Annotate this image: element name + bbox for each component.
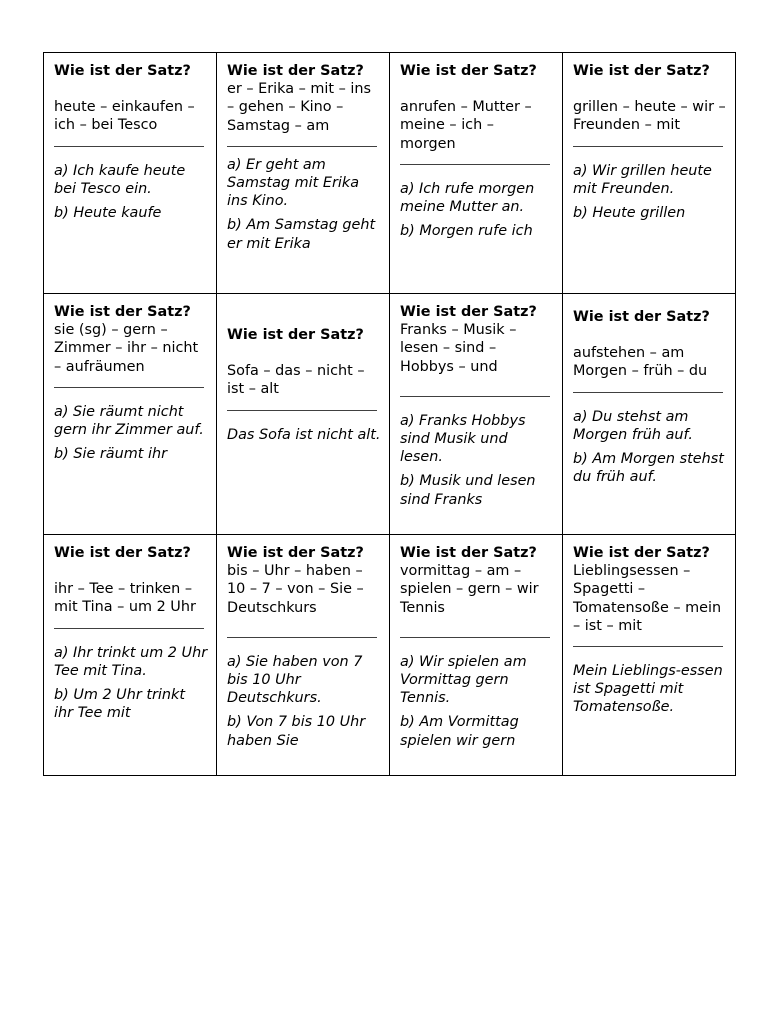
- card-answer: Mein Lieblings-essen ist Spagetti mit Tomatensoße.: [573, 663, 723, 716]
- answer-divider: [400, 164, 550, 165]
- card-answer: a) Ich kaufe heute bei Tesco ein.: [54, 162, 186, 197]
- answer-divider: [573, 392, 723, 393]
- answer-divider: [573, 646, 723, 647]
- card-answer: a) Er geht am Samstag mit Erika ins Kino.: [227, 156, 360, 210]
- card: [563, 535, 735, 768]
- card-words: sie (sg) – gern – Zimmer – ihr – nicht – aufräumen: [54, 322, 199, 375]
- card-answer: a) Franks Hobbys sind Musik und lesen.: [400, 412, 526, 466]
- card-words: Lieblingsessen – Spagetti – Tomatensoße – mein – ist – mit: [573, 563, 722, 634]
- card-answer: b) Am Vormittag spielen wir gern: [400, 714, 519, 749]
- answer-divider: [400, 396, 550, 397]
- card-words: er – Erika – mit – ins – gehen – Kino – Samstag – am: [227, 81, 371, 134]
- answer-divider: [54, 387, 204, 388]
- card-cell: [390, 535, 563, 776]
- card: [217, 53, 389, 286]
- answer-divider: [227, 146, 377, 147]
- card-answer: a) Wir spielen am Vormittag gern Tennis.: [400, 653, 527, 707]
- card-cell: [563, 535, 736, 776]
- card-answer: a) Ich rufe morgen meine Mutter an.: [400, 180, 535, 216]
- card-question: Wie ist der Satz?: [573, 309, 710, 325]
- card-words: Franks – Musik – lesen – sind – Hobbys – und: [400, 322, 517, 375]
- card: [44, 535, 216, 768]
- card-answer: a) Ihr trinkt um 2 Uhr Tee mit Tina.: [54, 644, 208, 679]
- card-answer: b) Heute grillen: [573, 205, 686, 222]
- card-answer: a) Wir grillen heute mit Freunden.: [573, 162, 712, 197]
- card-words: ihr – Tee – trinken – mit Tina – um 2 Uhr: [54, 581, 196, 616]
- card: [563, 53, 735, 286]
- card-answer: a) Sie räumt nicht gern ihr Zimmer auf.: [54, 403, 204, 439]
- answer-divider: [227, 410, 377, 411]
- card-answer: b) Am Morgen stehst du früh auf.: [573, 451, 724, 486]
- card-answer: a) Du stehst am Morgen früh auf.: [573, 408, 693, 443]
- card-question: Wie ist der Satz?: [54, 63, 191, 79]
- card: [44, 53, 216, 286]
- card-question: Wie ist der Satz?: [573, 63, 710, 79]
- card-words: aufstehen – am Morgen – früh – du: [573, 345, 708, 380]
- card-answer: b) Von 7 bis 10 Uhr haben Sie: [227, 714, 366, 749]
- card-question: Wie ist der Satz?: [54, 545, 191, 561]
- card-answer: b) Sie räumt ihr: [54, 446, 168, 463]
- card-cell: [390, 53, 563, 294]
- card-answer: Das Sofa ist nicht alt.: [227, 426, 381, 443]
- card: [217, 535, 389, 768]
- card: [390, 535, 562, 768]
- card-question: Wie ist der Satz?: [227, 327, 364, 343]
- card-answer: b) Um 2 Uhr trinkt ihr Tee mit: [54, 687, 185, 722]
- card-question: Wie ist der Satz?: [227, 545, 364, 561]
- card: [390, 53, 562, 286]
- card-words: vormittag – am – spielen – gern – wir Tennis: [400, 563, 539, 616]
- answer-divider: [400, 637, 550, 638]
- card-question: Wie ist der Satz?: [227, 63, 364, 79]
- answer-divider: [54, 146, 204, 147]
- card-words: Sofa – das – nicht – ist – alt: [227, 363, 365, 398]
- card-answer: b) Musik und lesen sind Franks: [400, 473, 536, 508]
- answer-divider: [54, 628, 204, 629]
- card-words: anrufen – Mutter – meine – ich – morgen: [400, 99, 532, 152]
- card-cell: [390, 294, 563, 535]
- card-question: Wie ist der Satz?: [573, 545, 710, 561]
- card-cell: [44, 53, 217, 294]
- card-cell: [217, 294, 390, 535]
- card-grid: [43, 52, 736, 776]
- card-question: Wie ist der Satz?: [400, 304, 537, 320]
- card: [563, 294, 735, 527]
- answer-divider: [227, 637, 377, 638]
- card-cell: [44, 294, 217, 535]
- card: [44, 294, 216, 527]
- card-cell: [563, 294, 736, 535]
- card-question: Wie ist der Satz?: [54, 304, 191, 320]
- card-answer: b) Morgen rufe ich: [400, 223, 533, 240]
- card-answer: b) Am Samstag geht er mit Erika: [227, 217, 376, 252]
- card-cell: [563, 53, 736, 294]
- card-words: heute – einkaufen – ich – bei Tesco: [54, 99, 195, 134]
- card-cell: [217, 535, 390, 776]
- card-question: Wie ist der Satz?: [400, 63, 537, 79]
- card-answer: a) Sie haben von 7 bis 10 Uhr Deutschkurs.: [227, 653, 363, 707]
- card-question: Wie ist der Satz?: [400, 545, 537, 561]
- card-words: grillen – heute – wir – Freunden – mit: [573, 99, 726, 134]
- card-words: bis – Uhr – haben – 10 – 7 – von – Sie – Deutschkurs: [227, 563, 364, 616]
- answer-divider: [573, 146, 723, 147]
- card: [217, 294, 389, 527]
- card-answer: b) Heute kaufe: [54, 205, 162, 222]
- card: [390, 294, 562, 527]
- card-cell: [44, 535, 217, 776]
- card-cell: [217, 53, 390, 294]
